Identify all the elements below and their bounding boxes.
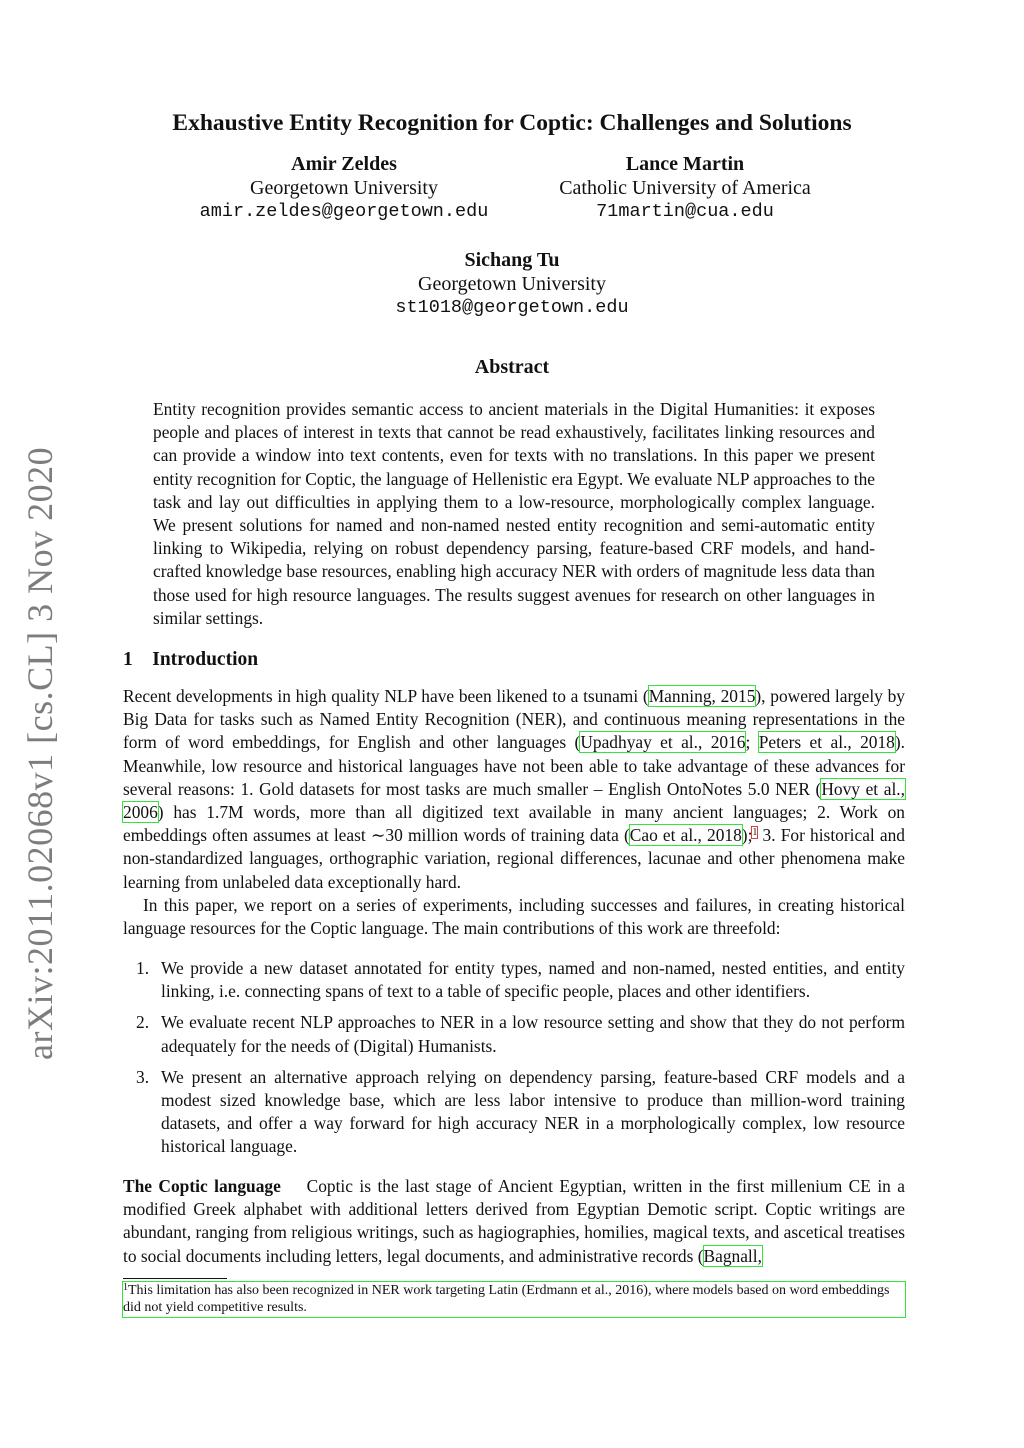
text-span: Coptic is the last stage of Ancient Egyptian, written in the first millenium CE in a modified Greek alphabet with additional letters derived from Egyptian Demotic script. Coptic writings are abundant, ranging from religious writings, such as hagiographies, homilies, magical texts, and ascetical treatises to social documents including letters, legal documents, and administrative records (: [123, 1176, 906, 1266]
paragraph-heading: The Coptic language: [123, 1176, 281, 1196]
abstract-heading: Abstract: [474, 356, 550, 378]
text-span: This limitation has also been recognized in NER work targeting Latin (: [128, 1283, 527, 1298]
text-span: 3. For historical and non-standardized languages, orthographic variation, regional differences, lacunae and other phenomena make learning from unlabeled data exceptionally hard.: [123, 825, 905, 892]
paper-title: Exhaustive Entity Recognition for Coptic: Challenges and Solutions: [172, 110, 852, 136]
author-email: st1018@georgetown.edu: [395, 297, 629, 318]
list-number: 1.: [136, 958, 150, 978]
author-affiliation: Catholic University of America: [559, 177, 811, 199]
contributions-list: [123, 957, 905, 1167]
author-block-2: [525, 152, 845, 224]
citation-link-manning[interactable]: Manning, 2015: [648, 686, 756, 706]
list-number: 2.: [136, 1012, 150, 1033]
text-span: ). Meanwhile, low resource and historical languages have not been able to take advantage of these advances for several reasons: 1. Gold datasets for most tasks are much smaller – English OntoNotes 5.0 NER (: [123, 732, 906, 799]
intro-paragraph-1: [123, 685, 905, 894]
citation-link-upadhyay[interactable]: Upadhyay et al., 2016: [580, 732, 746, 753]
list-text: We present an alternative approach relying on dependency parsing, feature-based CRF models and a modest sized knowledge base, which are less labor intensive to produce than million-word training datasets, and offer a way forward for high accuracy NER in a morphologically complex, low resource historical language.: [161, 1066, 905, 1157]
arxiv-identifier: arXiv:2011.02068v1 [cs.CL] 3 Nov 2020: [20, 446, 60, 1060]
coptic-language-paragraph: [123, 1175, 905, 1268]
list-text: We provide a new dataset annotated for entity types, named and non-named, nested entities, and entity linking, i.e. connecting spans of text to a table of specific people, places and other identifiers.: [161, 958, 905, 1002]
footnote[interactable]: [123, 1282, 905, 1317]
text-span: ;: [745, 732, 759, 753]
author-name: Sichang Tu: [464, 249, 560, 271]
footnote-mark: 1: [123, 1282, 128, 1293]
list-text: We evaluate recent NLP approaches to NER in a low resource setting and show that they do not perform adequately for the needs of (Digital) Humanists.: [161, 1012, 905, 1056]
citation-link-erdmann[interactable]: Erdmann et al., 2016: [526, 1283, 644, 1298]
citation-link-cao[interactable]: Cao et al., 2018: [629, 825, 742, 846]
citation-link-peters[interactable]: Peters et al., 2018: [758, 732, 895, 753]
author-affiliation: Georgetown University: [418, 273, 606, 295]
list-item: [123, 1066, 905, 1159]
abstract-body: [153, 398, 875, 630]
text-span: );: [741, 825, 753, 846]
citation-link-bagnall[interactable]: Bagnall,: [703, 1245, 762, 1266]
footnote-divider: [123, 1278, 227, 1279]
author-email: amir.zeldes@georgetown.edu: [199, 201, 489, 222]
section-title: Introduction: [152, 649, 259, 670]
intro-body: [123, 685, 905, 940]
author-name: Lance Martin: [625, 153, 745, 175]
list-item: [123, 957, 905, 1003]
section-number: 1: [123, 649, 133, 670]
citation-link-hovy[interactable]: Hovy et al., 2006: [123, 778, 905, 823]
text-span: ), powered largely by Big Data for tasks such as Named Entity Recognition (NER), and continuous meaning representations in the form of word embeddings, for English and other languages (: [123, 686, 905, 753]
text-span: Recent developments in high quality NLP have been likened to a tsunami (: [123, 686, 649, 706]
author-name: Amir Zeldes: [291, 153, 397, 175]
coptic-paragraph-text: [123, 1175, 905, 1268]
author-affiliation: Georgetown University: [250, 177, 438, 199]
author-email: 71martin@cua.edu: [596, 201, 774, 222]
author-block-3: [312, 248, 712, 320]
author-block-1: [154, 152, 534, 224]
list-item: [123, 1011, 905, 1057]
list-number: 3.: [136, 1066, 150, 1087]
text-span: ), where models based on word embeddings did not yield competitive results.: [123, 1283, 890, 1315]
intro-paragraph-2: In this paper, we report on a series of experiments, including successes and failures, in creating historical language resources for the Coptic language. The main contributions of this work are threefold:: [123, 894, 905, 939]
footnote-link[interactable]: 1: [752, 827, 758, 839]
section-heading: [123, 649, 258, 671]
abstract-text: Entity recognition provides semantic access to ancient materials in the Digital Humanities: it exposes people and places of interest in texts that cannot be read exhaustively, facilitates linking resources and can provide a window into text contents, even for texts with no translations. In this paper we present entity recognition for Coptic, the language of Hellenistic era Egypt. We evaluate NLP approaches to the task and lay out difficulties in applying them to a low-resource, morphologically complex language. We present solutions for named and non-named nested entity recognition and semi-automatic entity linking to Wikipedia, relying on robust dependency parsing, feature-based CRF models, and hand-crafted knowledge base resources, enabling high accuracy NER with orders of magnitude less data than those used for high resource languages. The results suggest avenues for research on other languages in similar settings.: [153, 399, 875, 628]
text-span: ) has 1.7M words, more than all digitized text available in many ancient languages; 2. Work on embeddings often assumes at least ∼30 million words of training data (: [123, 802, 905, 846]
